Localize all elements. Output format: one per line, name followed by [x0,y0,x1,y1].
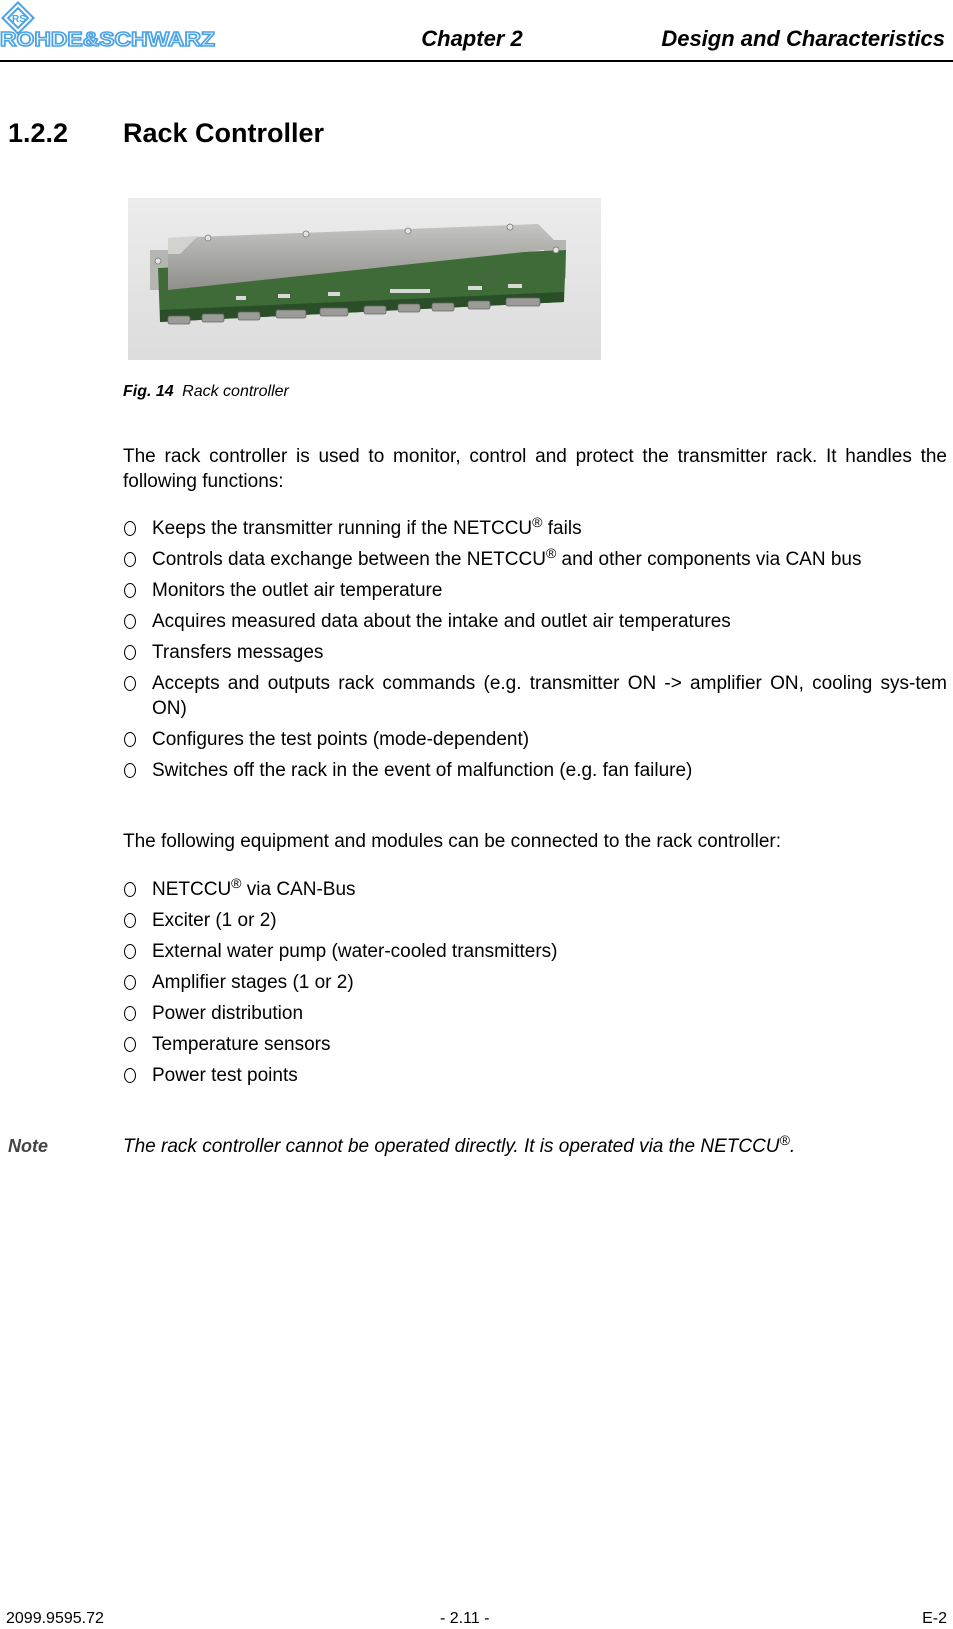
registered-mark: ® [532,514,543,530]
list-item [123,1063,947,1088]
functions-list [123,516,947,789]
note-label: Note [8,1136,48,1156]
item-text: NETCCU [152,879,232,900]
bullet-icon [124,521,136,536]
item-text: Controls data exchange between the NETCCU [152,549,546,570]
list-item [123,758,947,783]
bullet-icon [124,944,136,959]
list-item [123,671,947,721]
list-item [123,640,947,665]
note-text [123,1132,796,1158]
section-heading [8,118,324,149]
figure-label: Fig. 14 [123,383,174,400]
list-item [123,939,947,964]
list-item [123,516,947,541]
note-text-tail: . [789,1136,796,1157]
list-item [123,727,947,752]
bullet-icon [124,763,136,778]
registered-mark: ® [545,545,557,561]
registered-mark: ® [779,1132,790,1148]
bullet-icon [124,1068,136,1083]
item-text: External water pump (water-cooled transmitters) [152,941,558,962]
section-number: 1.2.2 [8,118,69,148]
page-header [0,0,953,62]
bullet-icon [124,676,136,691]
item-text: Configures the test points (mode-dependent) [152,729,530,750]
item-text-tail: and other components via CAN bus [556,549,862,570]
item-text: Temperature sensors [152,1034,331,1055]
list-item [123,609,947,634]
list-item [123,877,947,902]
item-text: Amplifier stages (1 or 2) [152,972,354,993]
chapter-label: Chapter 2 [421,26,523,51]
rohde-schwarz-logo [0,0,230,56]
item-text: Exciter (1 or 2) [152,910,277,931]
chapter-title: Design and Characteristics [661,26,945,51]
bullet-icon [124,882,136,897]
bullet-icon [124,913,136,928]
bullet-icon [124,614,136,629]
edition-label: E-2 [922,1610,947,1627]
connectables-paragraph: The following equipment and modules can be connected to the rack controller: [123,831,782,852]
note-text-main: The rack controller cannot be operated directly. It is operated via the NETCCU [123,1136,780,1157]
item-text: Power distribution [152,1003,304,1024]
item-text: Monitors the outlet air temperature [152,580,443,601]
item-text: Transfers messages [152,642,324,663]
item-text: Accepts and outputs rack commands (e.g. transmitter ON -> amplifier ON, cooling sys-tem ON) [152,673,947,719]
item-text-tail: via CAN-Bus [241,879,356,900]
bullet-icon [124,645,136,660]
item-text: Keeps the transmitter running if the NETCCU [152,518,533,539]
section-title: Rack Controller [123,118,325,148]
list-item [123,1032,947,1057]
list-item [123,970,947,995]
item-text-tail: fails [542,518,582,539]
list-item [123,578,947,603]
logo-wordmark: ROHDE&SCHWARZ [0,29,215,51]
svg-text:RS: RS [12,14,26,25]
list-item [123,908,947,933]
bullet-icon [124,975,136,990]
intro-paragraph: The rack controller is used to monitor, control and protect the transmitter rack. It handles the following functions: [123,446,947,492]
bullet-icon [124,1037,136,1052]
registered-mark: ® [231,875,242,891]
page-number: - 2.11 - [440,1610,490,1627]
list-item [123,1001,947,1026]
header-divider [0,60,953,62]
figure-caption [123,383,289,401]
list-item [123,547,947,572]
item-text: Acquires measured data about the intake and outlet air temperatures [152,611,731,632]
item-text: Switches off the rack in the event of malfunction (e.g. fan failure) [152,760,693,781]
bullet-icon [124,1006,136,1021]
item-text: Power test points [152,1065,298,1086]
bullet-icon [124,583,136,598]
figure-caption-text: Rack controller [182,383,289,400]
document-number: 2099.9595.72 [6,1610,104,1627]
bullet-icon [124,732,136,747]
connectables-list [123,877,947,1094]
rack-controller-photo [128,198,601,360]
bullet-icon [124,552,136,567]
